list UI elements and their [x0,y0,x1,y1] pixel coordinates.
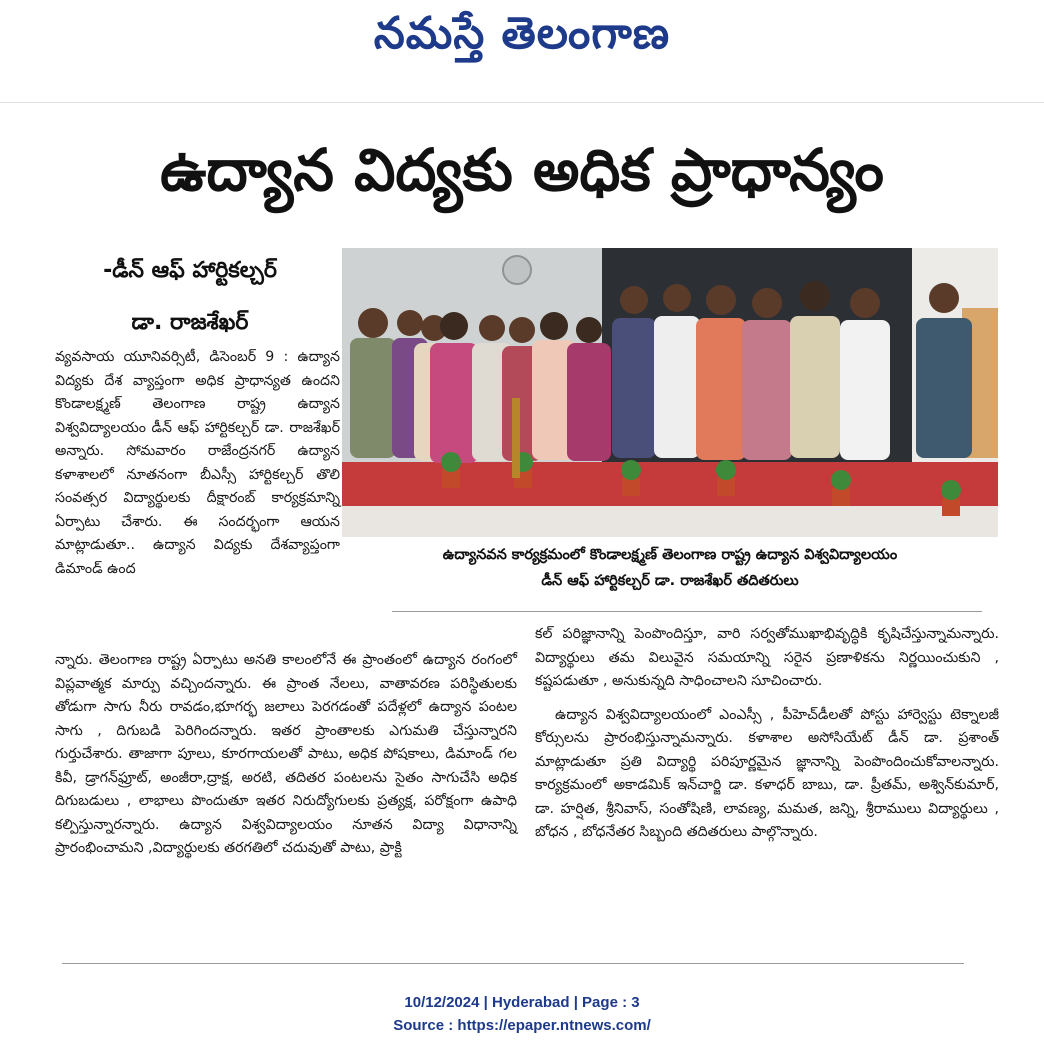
article-column-left-top [55,346,340,581]
article-paragraph: ఉద్యాన విశ్వవిద్యాలయంలో ఎంఎస్సీ , పీహెచ్‌డీలతో పోస్టు హార్వెస్టు టెక్నాలజీ కోర్సులను ప్రారంభిస్తున్నామన్నారు. కళాశాల అసోసియేట్ డీన్ డా. ప్రశాంత్ మాట్లాడుతూ ప్రతి విద్యార్థి పరిపూర్ణమైన జ్ఞానాన్ని పెంపొందించుకోవాలన్నారు. కార్యక్రమంలో అకాడమిక్ ఇన్‌చార్జి డా. కళాధర్ బాబు, డా. ప్రీతమ్, అశ్విన్‌కుమార్, డా. హర్షిత, శ్రీనివాస్, సంతోషిణి, లావణ్య, మమత, జన్ని, శ్రీరాములు విద్యార్థులు , బోధన , బోధనేతర సిబ్బంది తదితరులు పాల్గొన్నారు. [535,706,999,840]
masthead [0,2,1044,90]
event-photo [342,248,998,537]
byline-name: డా. రాజశేఖర్ [131,310,249,335]
masthead-divider [0,102,1044,103]
article-headline: ఉద్యాన విద్యకు అధిక ప్రాధాన్యం [160,136,884,204]
article-paragraph: న్నారు. తెలంగాణ రాష్ట్ర ఏర్పాటు అనతి కాలంలోనే ఈ ప్రాంతంలో ఉద్యాన రంగంలో విప్లవాత్మక మార్పు వచ్చిందన్నారు. ఈ ప్రాంత నేలలు, వాతావరణ పరిస్థితులకు తోడుగా సాగు నీరు రావడం,భూగర్భ జలాలు పెరగడంతో పదేళ్లలో ఉద్యాన పంటల సాగు , దిగుబడి పెరిగిందన్నారు. ఇతర ప్రాంతాలకు ఎగుమతి చేస్తున్నారని గుర్తుచేశారు. తాజాగా పూలు, కూరగాయలతో పాటు, అధిక పోషకాలు, డిమాండ్ గల కివీ, డ్రాగన్‌ఫ్రూట్, అంజీరా,ద్రాక్ష, అరటి, తదితర పంటలను సైతం సాగుచేసి అధిక దిగుబడులు , లాభాలు పొందుతూ ఇతర నిరుద్యోగులకు ప్రత్యక్ష, పరోక్షంగా ఉపాధి కల్పిస్తున్నారన్నారు. ఉద్యాన విశ్వవిద్యాలయం నూతన విద్యా విధానాన్ని ప్రారంభించామని ,విద్యార్థులకు తరగతిలో చదువుతో పాటు, ప్రాక్టి [55,652,517,856]
byline-title: -డీన్ ఆఫ్ హార్టికల్చర్ [103,258,277,283]
footer-date-line: 10/12/2024 | Hyderabad | Page : 3 [404,994,640,1011]
event-photo-illustration [342,248,998,537]
photo-caption-line-1: ఉద్యానవన కార్యక్రమంలో కొండాలక్ష్మణ్ తెలంగాణ రాష్ట్ర ఉద్యాన విశ్వవిద్యాలయం [442,547,898,563]
footer-source-line: Source : https://epaper.ntnews.com/ [393,1017,651,1034]
article-paragraph: వ్యవసాయ యూనివర్సిటీ, డిసెంబర్ 9 : ఉద్యాన విద్యకు దేశ వ్యాప్తంగా అధిక ప్రాధాన్యత ఉందని కొండాలక్ష్మణ్ తెలంగాణ రాష్ట్ర ఉద్యాన విశ్వవిద్యాలయం డీన్ ఆఫ్ హార్టికల్చర్ డా. రాజశేఖర్ అన్నారు. సోమవారం రాజేంద్రనగర్ ఉద్యాన కళాశాలలో నూతనంగా బీఎస్సీ హార్టికల్చర్ తొలి సంవత్సర విద్యార్థులకు దీక్షారంబ్ కార్యక్రమాన్ని ఏర్పాటు చేశారు. ఈ సందర్భంగా ఆయన మాట్లాడుతూ.. ఉద్యాన విద్యకు దేశవ్యాప్తంగా డిమాండ్ ఉంద [55,349,340,577]
article-column-right [535,623,999,845]
article-column-left-bottom [55,649,517,861]
photo-caption [342,542,998,594]
article-paragraph: కల్ పరిజ్ఞానాన్ని పెంపొందిస్తూ, వారి సర్వతోముఖాభివృద్ధికి కృషిచేస్తున్నామన్నారు. విద్యార్థులు తమ విలువైన సమయాన్ని సరైన ప్రణాళికను నిర్ణయించుకుని , కష్టపడుతూ , అనుకున్నది సాధించాలని సూచించారు. [535,626,999,689]
footer-divider [62,963,964,964]
photo-caption-line-2: డీన్ ఆఫ్ హార్టికల్చర్ డా. రాజశేఖర్ తదితరులు [541,573,799,589]
caption-divider [392,611,982,612]
masthead-logo: నమస్తే తెలంగాణ [373,8,671,59]
